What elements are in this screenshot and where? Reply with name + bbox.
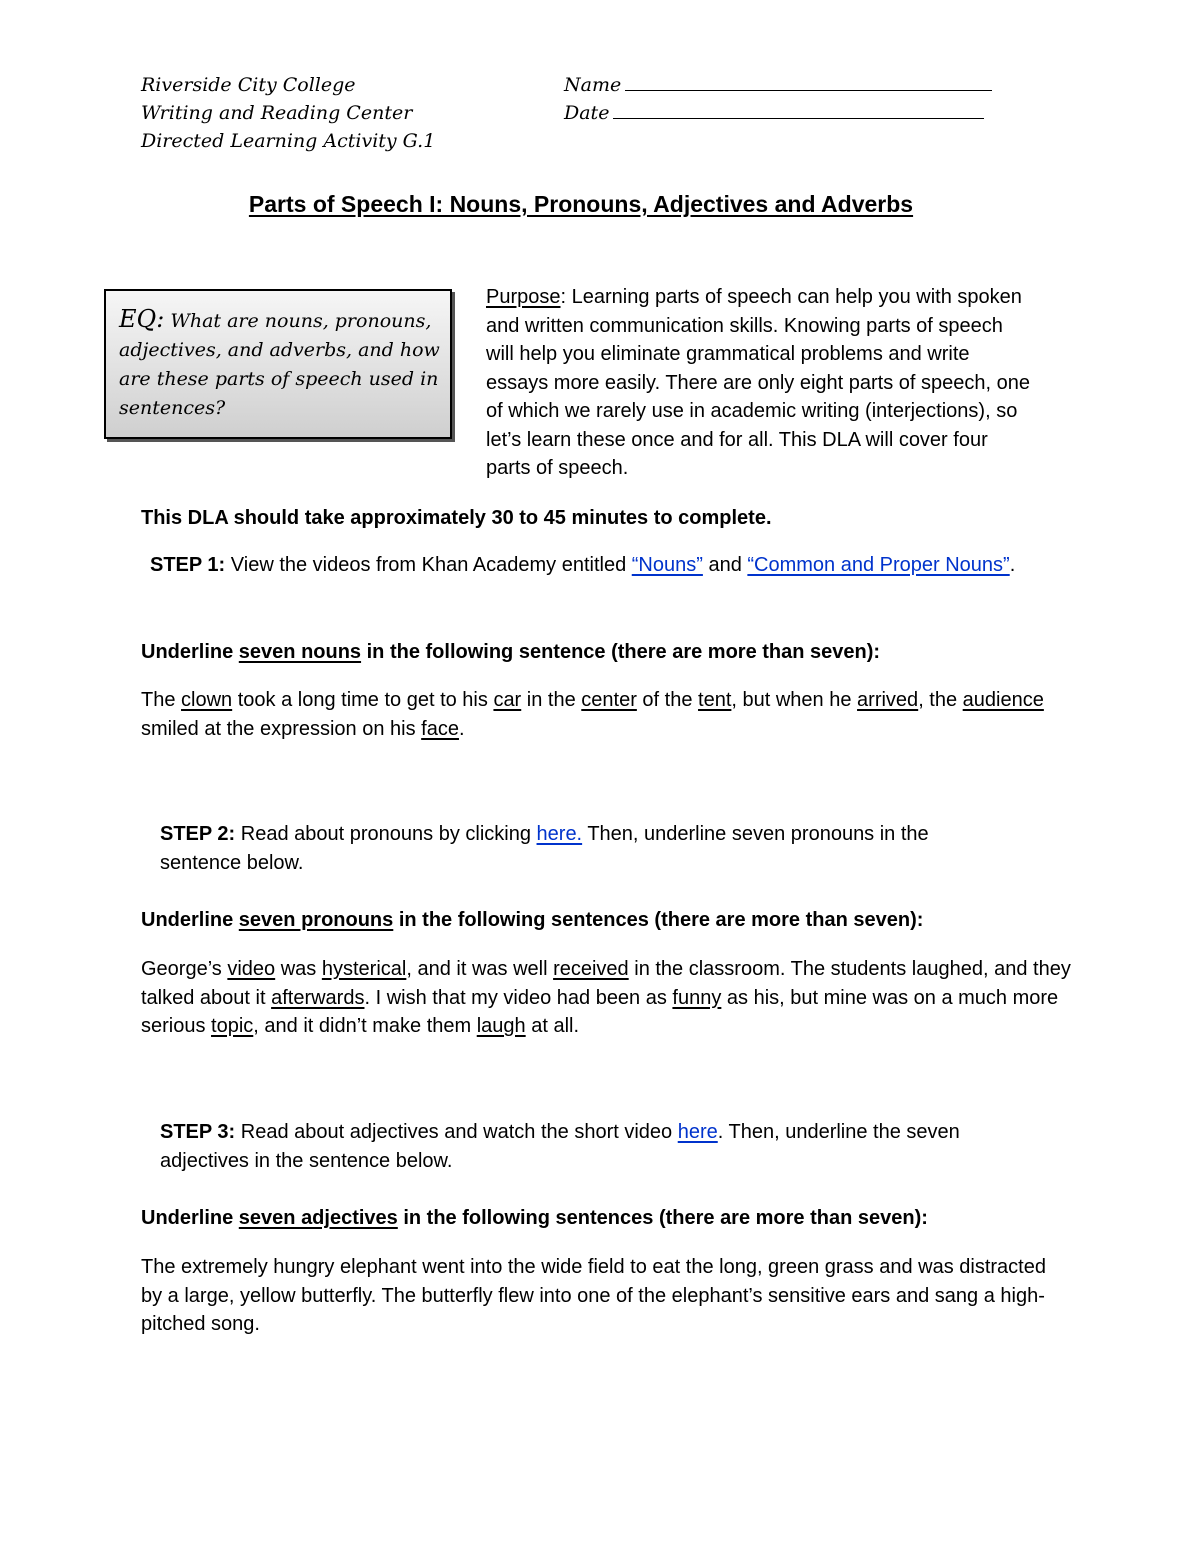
underlined-word: clown xyxy=(181,689,233,711)
date-blank[interactable] xyxy=(613,100,984,119)
nouns-sentence xyxy=(141,686,1061,743)
underlined-word: received xyxy=(553,958,629,980)
essential-question-box xyxy=(104,289,452,439)
underlined-word: afterwards xyxy=(271,986,365,1009)
underlined-word: tent xyxy=(698,689,732,711)
purpose-paragraph xyxy=(486,283,1031,483)
sentence-text: took a long time to get to his xyxy=(232,689,494,711)
step3-text-after: . Then, underline the seven adjectives in the sentence below. xyxy=(160,1121,960,1172)
sentence-text: was xyxy=(275,958,322,980)
nouns-instruction xyxy=(141,638,1091,667)
adjectives-instruction-underlined: seven adjectives xyxy=(238,1207,398,1229)
adjectives-instruction xyxy=(141,1204,1091,1233)
adjectives-link[interactable]: here xyxy=(677,1121,718,1143)
sentence-text: George’s xyxy=(141,958,228,980)
underlined-word: arrived xyxy=(857,689,919,711)
eq-label: EQ: xyxy=(119,305,165,333)
header-left xyxy=(141,71,541,155)
sentence-text: , and it didn’t make them xyxy=(253,1015,477,1037)
sentence-text: . xyxy=(458,717,465,740)
sentence-text: at all. xyxy=(525,1015,580,1037)
sentence-text: . I wish that my video had been as xyxy=(364,986,673,1009)
purpose-label: Purpose xyxy=(486,286,561,308)
activity-id: Directed Learning Activity G.1 xyxy=(141,130,436,152)
sentence-text: in the classroom. The students laughed, and they talked about it xyxy=(141,958,1071,1009)
step2-text-after: Then, underline seven pronouns in the sentence below. xyxy=(160,823,929,874)
underlined-word: topic xyxy=(211,1015,254,1037)
step2-paragraph xyxy=(160,820,1010,877)
underlined-word: laugh xyxy=(476,1015,526,1037)
step2-label: STEP 2: xyxy=(160,823,236,845)
underlined-word: audience xyxy=(962,689,1044,711)
sentence-text: , and it was well xyxy=(406,958,554,980)
sentence-text: as his, but mine was on a much more serious xyxy=(141,986,1059,1037)
step1-text-after: . xyxy=(1009,554,1016,576)
sentence-text: smiled at the expression on his xyxy=(141,717,422,740)
pronouns-link[interactable]: here. xyxy=(536,823,583,845)
step3-text-before: Read about adjectives and watch the short video xyxy=(235,1121,678,1143)
underlined-word: face xyxy=(421,717,459,740)
header-right xyxy=(564,71,1004,127)
nouns-instruction-underlined: seven nouns xyxy=(238,641,362,663)
underlined-word: funny xyxy=(672,986,722,1009)
step1-paragraph xyxy=(150,551,1020,580)
sentence-text: The xyxy=(141,689,182,711)
date-field[interactable] xyxy=(564,99,1004,127)
essential-question xyxy=(119,305,444,423)
step3-paragraph xyxy=(160,1118,1030,1175)
time-note: This DLA should take approximately 30 to 45 minutes to complete. xyxy=(141,507,772,529)
nouns-instruction-suffix: in the following sentence (there are more than seven): xyxy=(361,641,881,663)
step1-text-before: View the videos from Khan Academy entitled xyxy=(225,554,632,576)
page-title: Parts of Speech I: Nouns, Pronouns, Adjectives and Adverbs xyxy=(248,191,914,217)
name-blank[interactable] xyxy=(625,72,992,91)
nouns-video-link[interactable]: “Nouns” xyxy=(631,554,703,576)
step2-text-before: Read about pronouns by clicking xyxy=(235,823,537,845)
adjectives-sentence: The extremely hungry elephant went into the wide field to eat the long, green grass and was distracted by a large, yellow butterfly. The butterfly flew into one of the elephant’s sensitive ears and sang a high-pitched song. xyxy=(141,1256,1046,1335)
purpose-text: : Learning parts of speech can help you with spoken and written communication skills. Knowing parts of speech will help you eliminate grammatical problems and write essays more easily. There are only eight parts of speech, one of which we rarely use in academic writing (interjections), so let’s learn these once and for all. This DLA will cover four parts of speech. xyxy=(486,286,1030,479)
adjectives-instruction-prefix: Underline xyxy=(141,1207,239,1229)
pronouns-instruction-underlined: seven pronouns xyxy=(238,909,394,931)
sentence-text: in the xyxy=(521,689,582,711)
common-proper-nouns-link[interactable]: “Common and Proper Nouns” xyxy=(747,554,1010,576)
step1-text-mid: and xyxy=(702,554,748,576)
underlined-word: car xyxy=(493,689,522,711)
sentence-text: , but when he xyxy=(731,689,858,711)
eq-text: What are nouns, pronouns, adjectives, and adverbs, and how are these parts of speech used in sentences? xyxy=(119,310,440,419)
step1-label: STEP 1: xyxy=(150,554,226,576)
sentence-text: of the xyxy=(636,689,699,711)
pronouns-instruction xyxy=(141,906,1091,935)
sentence-text: , the xyxy=(918,689,963,711)
name-field[interactable] xyxy=(564,71,1004,99)
date-label: Date xyxy=(564,102,610,124)
step3-label: STEP 3: xyxy=(160,1121,236,1143)
name-label: Name xyxy=(564,74,622,96)
pronouns-instruction-prefix: Underline xyxy=(141,909,239,931)
nouns-instruction-prefix: Underline xyxy=(141,641,239,663)
underlined-word: hysterical xyxy=(321,958,407,980)
underlined-word: center xyxy=(581,689,637,711)
college-name: Riverside City College xyxy=(141,74,356,96)
pronouns-instruction-suffix: in the following sentences (there are more than seven): xyxy=(393,909,924,931)
center-name: Writing and Reading Center xyxy=(141,102,413,124)
underlined-word: video xyxy=(227,958,276,980)
adjectives-instruction-suffix: in the following sentences (there are more than seven): xyxy=(397,1207,928,1229)
pronouns-sentence xyxy=(141,955,1101,1041)
